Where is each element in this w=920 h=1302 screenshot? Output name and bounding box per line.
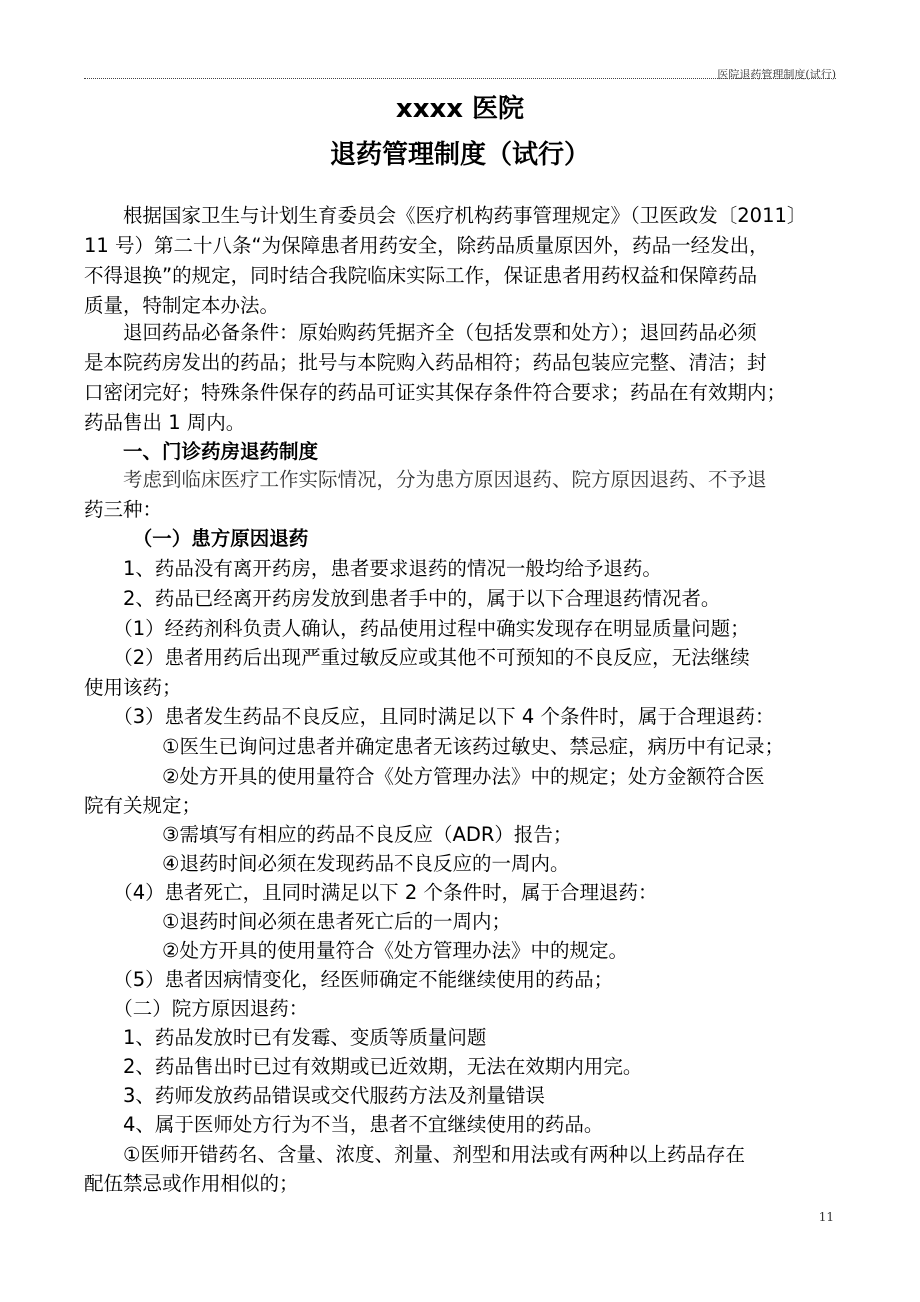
- text-line: 不得退换”的规定，同时结合我院临床实际工作，保证患者用药权益和保障药品: [84, 264, 758, 287]
- text-line: 院有关规定；: [84, 794, 202, 817]
- text-line: 2、药品已经离开药房发放到患者手中的，属于以下合理退药情况者。: [84, 587, 721, 610]
- section-heading: 一、门诊药房退药制度: [84, 440, 319, 463]
- text-line: （3）患者发生药品不良反应，且同时满足以下 4 个条件时，属于合理退药：: [84, 705, 775, 728]
- text-line: （4）患者死亡，且同时满足以下 2 个条件时，属于合理退药：: [84, 881, 658, 904]
- text-line: 使用该药；: [84, 676, 182, 699]
- text-line: ①医生已询问过患者并确定患者无该药过敏史、禁忌症，病历中有记录；: [84, 735, 784, 758]
- text-line: 药三种：: [84, 498, 163, 521]
- text-line: 口密闭完好；特殊条件保存的药品可证实其保存条件符合要求；药品在有效期内；: [84, 381, 787, 404]
- text-line: 质量，特制定本办法。: [84, 294, 280, 317]
- text-line: 是本院药房发出的药品；批号与本院购入药品相符；药品包装应完整、清洁；封: [84, 351, 767, 374]
- text-line: 退回药品必备条件：原始购药凭据齐全（包括发票和处方）；退回药品必须: [84, 321, 757, 344]
- document-title: 退药管理制度（试行）: [329, 140, 590, 170]
- text-line: 3、药师发放药品错误或交代服药方法及剂量错误: [84, 1084, 545, 1107]
- text-line: 考虑到临床医疗工作实际情况，分为患方原因退药、院方原因退药、不予退: [84, 468, 767, 491]
- text-line: 配伍禁忌或作用相似的；: [84, 1172, 299, 1195]
- hospital-title: xxxx 医院: [395, 94, 525, 124]
- text-line: ②处方开具的使用量符合《处方管理办法》中的规定。: [84, 939, 628, 962]
- text-line: 4、属于医师处方行为不当，患者不宜继续使用的药品。: [84, 1113, 604, 1136]
- text-line: ①退药时间必须在患者死亡后的一周内；: [84, 910, 511, 933]
- text-line: 1、药品没有离开药房，患者要求退药的情况一般均给予退药。: [84, 557, 662, 580]
- text-line: （5）患者因病情变化，经医师确定不能继续使用的药品；: [84, 968, 614, 991]
- text-line: （2）患者用药后出现严重过敏反应或其他不可预知的不良反应，无法继续: [84, 646, 750, 669]
- text-line: 1、药品发放时已有发霉、变质等质量问题: [84, 1026, 487, 1049]
- text-line: 药品售出 1 周内。: [84, 411, 246, 434]
- text-line: ①医师开错药名、含量、浓度、剂量、剂型和用法或有两种以上药品存在: [84, 1143, 745, 1166]
- text-line: 11 号）第二十八条“为保障患者用药安全，除药品质量原因外，药品一经发出，: [84, 234, 769, 257]
- running-header: 医院退药管理制度(试行): [717, 68, 836, 81]
- page-number: 11: [818, 1210, 834, 1224]
- text-line: ②处方开具的使用量符合《处方管理办法》中的规定；处方金额符合医: [84, 765, 765, 788]
- text-line: ③需填写有相应的药品不良反应（ADR）报告；: [84, 823, 573, 846]
- text-line: 2、药品售出时已过有效期或已近效期，无法在效期内用完。: [84, 1055, 643, 1078]
- subsection-heading: （一）患方原因退药: [84, 527, 309, 550]
- header-rule: [84, 78, 836, 79]
- text-line: （1）经药剂科负责人确认，药品使用过程中确实发现存在明显质量问题；: [84, 617, 750, 640]
- subsection-heading: （二）院方原因退药：: [84, 997, 309, 1020]
- text-line: 根据国家卫生与计划生育委员会《医疗机构药事管理规定》（卫医政发〔2011〕: [84, 204, 807, 227]
- text-line: ④退药时间必须在发现药品不良反应的一周内。: [84, 852, 570, 875]
